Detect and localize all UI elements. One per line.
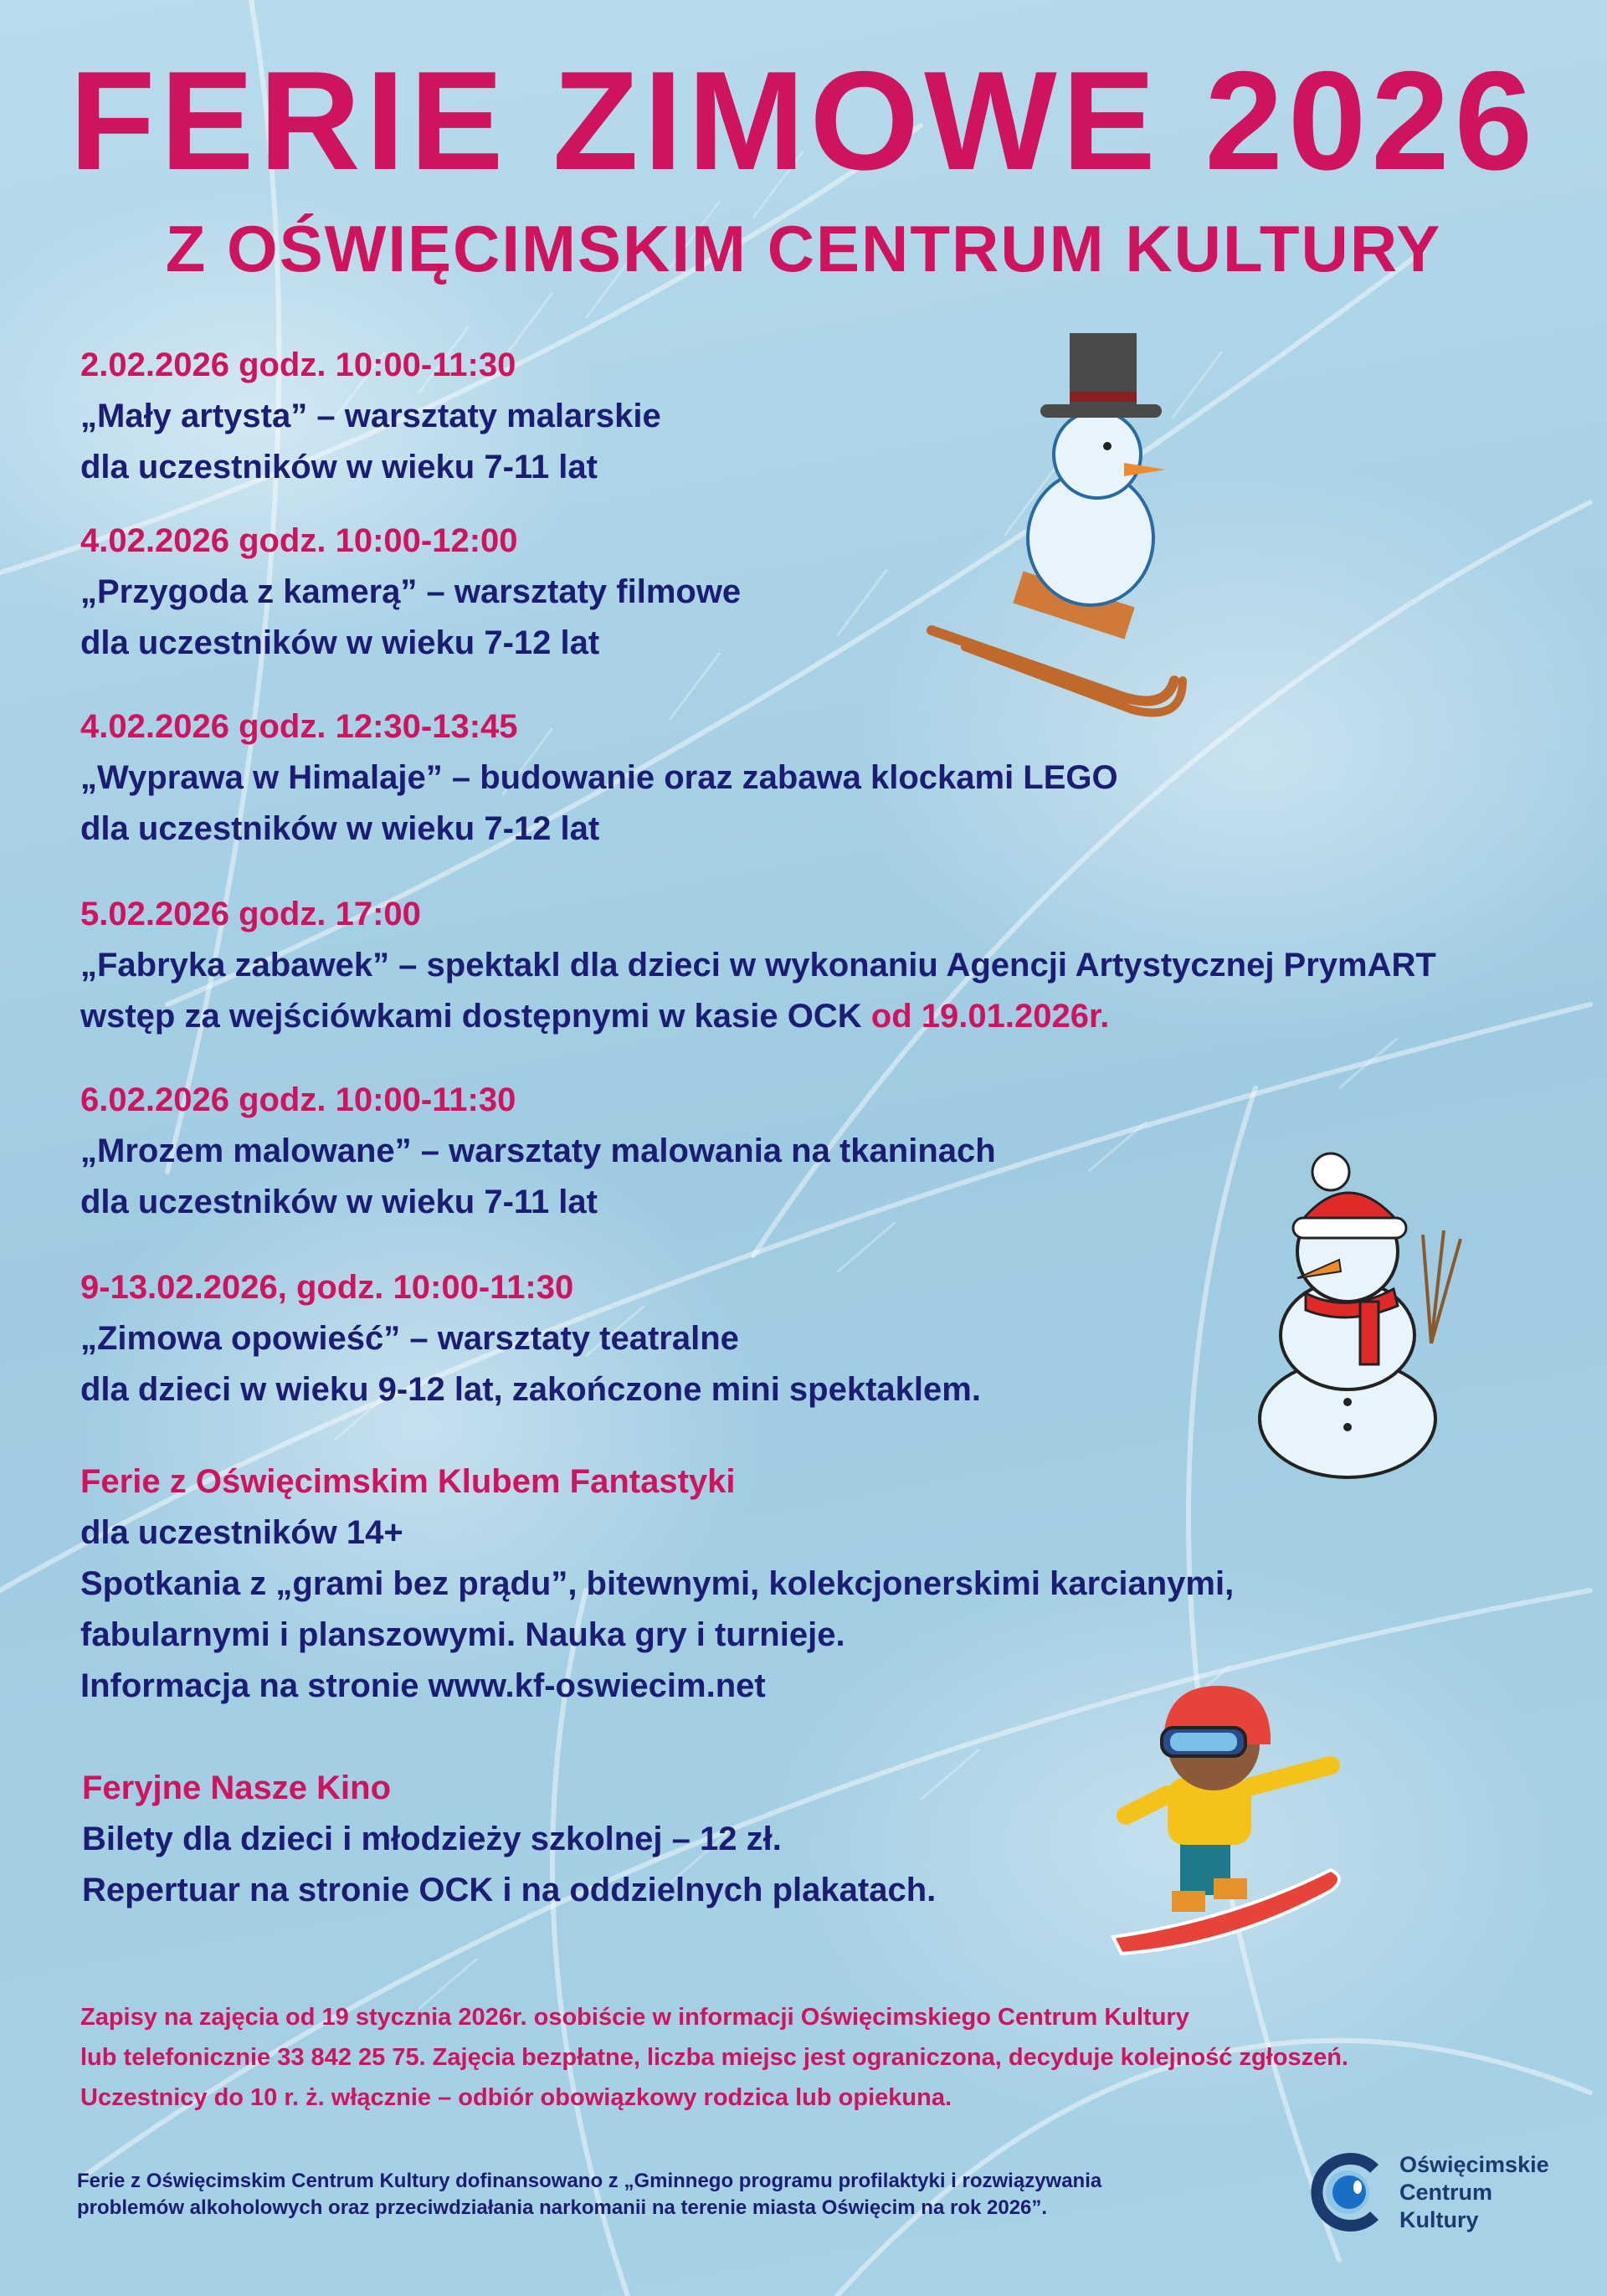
event-info: dla uczestników w wieku 7-11 lat bbox=[80, 449, 598, 485]
logo-line: Centrum bbox=[1399, 2180, 1493, 2205]
event-date: 5.02.2026 godz. 17:00 bbox=[80, 896, 421, 932]
logo-line: Kultury bbox=[1399, 2207, 1479, 2232]
ock-logo-text bbox=[1399, 2151, 1549, 2234]
event-item bbox=[80, 701, 1118, 855]
fantasy-line: dla uczestników 14+ bbox=[80, 1514, 403, 1551]
event-item bbox=[80, 516, 741, 669]
event-item bbox=[80, 1262, 981, 1415]
snowman-red-hat-illustration bbox=[1222, 1134, 1498, 1486]
snowboarder-illustration bbox=[1105, 1669, 1356, 1962]
event-date: 2.02.2026 godz. 10:00-11:30 bbox=[80, 347, 516, 383]
event-item bbox=[80, 889, 1436, 1042]
sponsor-line: Ferie z Oświęcimskim Centrum Kultury dofinansowano z „Gminnego programu profilaktyki i rozwiązywania bbox=[77, 2170, 1102, 2192]
fantasy-club-section bbox=[80, 1456, 1234, 1712]
event-title: „Mały artysta” – warsztaty malarskie bbox=[80, 398, 661, 434]
cinema-heading: Feryjne Nasze Kino bbox=[82, 1770, 392, 1806]
cinema-section bbox=[82, 1763, 936, 1916]
cinema-line: Bilety dla dzieci i młodzieży szkolnej – 12 zł. bbox=[82, 1821, 782, 1857]
note-line: Uczestnicy do 10 r. ż. włącznie – odbiór obowiązkowy rodzica lub opiekuna. bbox=[80, 2084, 952, 2111]
sponsor-note bbox=[77, 2168, 1101, 2222]
snowman-sled-illustration bbox=[915, 329, 1199, 731]
event-title: „Mrozem malowane” – warsztaty malowania na tkaninach bbox=[80, 1133, 996, 1169]
fantasy-heading: Ferie z Oświęcimskim Klubem Fantastyki bbox=[80, 1463, 736, 1500]
event-info: dla uczestników w wieku 7-12 lat bbox=[80, 624, 600, 661]
event-date: 4.02.2026 godz. 12:30-13:45 bbox=[80, 708, 518, 745]
ticket-date-highlight: od 19.01.2026r. bbox=[870, 998, 1110, 1035]
event-info: dla uczestników w wieku 7-12 lat bbox=[80, 810, 600, 847]
logo-line: Oświęcimskie bbox=[1399, 2152, 1549, 2177]
event-title: „Fabryka zabawek” – spektakl dla dzieci w wykonaniu Agencji Artystycznej PrymART bbox=[80, 947, 1436, 984]
event-info-text: wstęp za wejściówkami dostępnymi w kasie OCK bbox=[80, 998, 871, 1035]
note-line: Zapisy na zajęcia od 19 stycznia 2026r. osobiście w informacji Oświęcimskiego Centrum Kultury bbox=[80, 2004, 1189, 2031]
sponsor-line: problemów alkoholowych oraz przeciwdziałania narkomanii na terenie miasta Oświęcim na rok 2026”. bbox=[77, 2196, 1048, 2219]
event-item bbox=[80, 1075, 996, 1228]
event-date: 6.02.2026 godz. 10:00-11:30 bbox=[80, 1081, 516, 1118]
note-line: lub telefonicznie 33 842 25 75. Zajęcia bezpłatne, liczba miejsc jest ograniczona, decyduje kolejność zgłoszeń. bbox=[80, 2044, 1348, 2071]
fantasy-line: Informacja na stronie www.kf-oswiecim.net bbox=[80, 1667, 766, 1704]
event-date: 9-13.02.2026, godz. 10:00-11:30 bbox=[80, 1269, 574, 1306]
event-info bbox=[80, 991, 1436, 1042]
event-title: „Przygoda z kamerą” – warsztaty filmowe bbox=[80, 573, 742, 610]
poster-subtitle: Z OŚWIĘCIMSKIM CENTRUM KULTURY bbox=[165, 212, 1442, 285]
event-date: 4.02.2026 godz. 10:00-12:00 bbox=[80, 522, 518, 559]
fantasy-line: Spotkania z „grami bez prądu”, bitewnymi, kolekcjonerskimi karcianymi, bbox=[80, 1565, 1235, 1602]
ock-logo-icon bbox=[1307, 2152, 1384, 2232]
fantasy-line: fabularnymi i planszowymi. Nauka gry i turnieje. bbox=[80, 1616, 845, 1653]
event-info: dla uczestników w wieku 7-11 lat bbox=[80, 1184, 598, 1220]
event-item bbox=[80, 340, 661, 493]
event-info: dla dzieci w wieku 9-12 lat, zakończone mini spektaklem. bbox=[80, 1371, 981, 1408]
event-title: „Wyprawa w Himalaje” – budowanie oraz zabawa klockami LEGO bbox=[80, 759, 1118, 796]
poster-title: FERIE ZIMOWE 2026 bbox=[69, 42, 1538, 199]
event-title: „Zimowa opowieść” – warsztaty teatralne bbox=[80, 1320, 739, 1357]
cinema-line: Repertuar na stronie OCK i na oddzielnych plakatach. bbox=[82, 1872, 937, 1908]
registration-notes bbox=[80, 1997, 1348, 2118]
